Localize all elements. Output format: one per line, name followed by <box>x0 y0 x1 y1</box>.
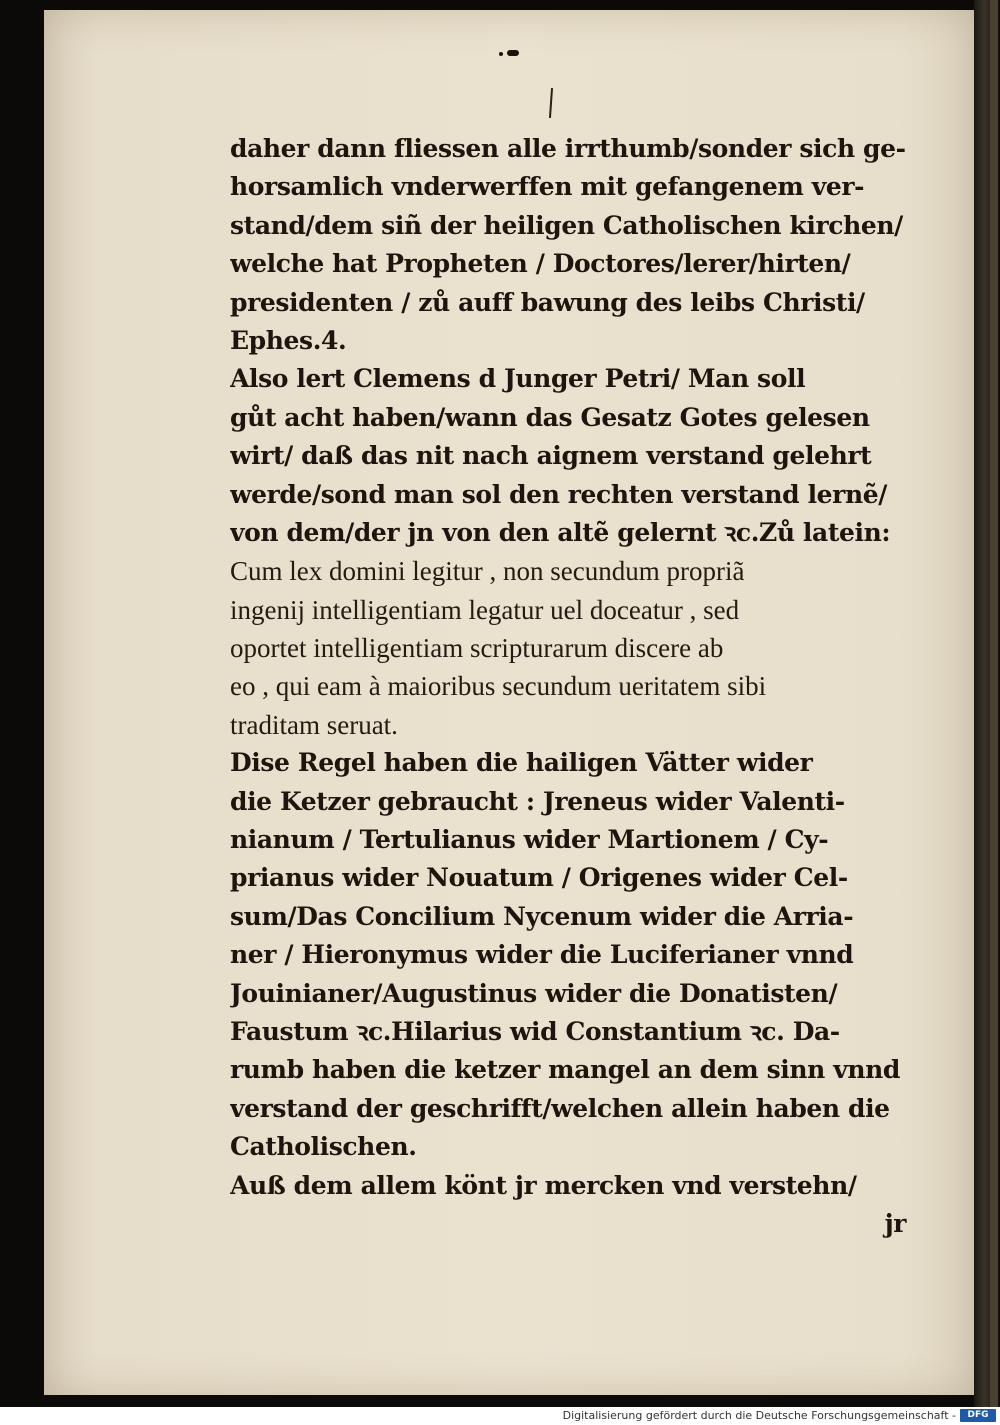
text-line: Dise Regel haben die hailigen Vätter wider <box>230 748 813 778</box>
text-line: stand/dem siñ der heiligen Catholischen kirchen/ <box>230 210 903 240</box>
dfg-logo: DFG <box>960 1409 996 1422</box>
latin-line: ingenij intelligentiam legatur uel doceatur , sed <box>230 594 740 625</box>
latin-line: Cum lex domini legitur , non secundum propriã <box>230 556 745 587</box>
funding-credit: Digitalisierung gefördert durch die Deutsche Forschungsgemeinschaft - <box>562 1409 956 1422</box>
text-line: die Ketzer gebraucht : Jreneus wider Valenti- <box>230 786 845 816</box>
text-line: werde/sond man sol den rechten verstand lernẽ/ <box>230 479 887 509</box>
text-line: Auß dem allem könt jr mercken vnd verstehn/ <box>230 1170 857 1200</box>
text-line: rumb haben die ketzer mangel an dem sinn vnnd <box>230 1055 900 1085</box>
text-line: wirt/ daß das nit nach aignem verstand gelehrt <box>230 441 872 471</box>
text-line: Faustum ꝛc.Hilarius wid Constantium ꝛc. Da- <box>230 1016 840 1046</box>
latin-line: traditam seruat. <box>230 709 398 740</box>
text-line: presidenten / zů auff bawung des leibs Christi/ <box>230 287 865 317</box>
text-line: ner / Hieronymus wider die Luciferianer vnnd <box>230 940 854 970</box>
text-line: von dem/der jn von den altẽ gelernt ꝛc.Zů latein: <box>230 517 891 547</box>
catchword: jr <box>884 1208 906 1238</box>
book-edge <box>974 0 1000 1407</box>
text-line: prianus wider Nouatum / Origenes wider Cel- <box>230 863 848 893</box>
text-line: nianum / Tertulianus wider Martionem / Cy- <box>230 825 829 855</box>
text-line: sum/Das Concilium Nycenum wider die Arria- <box>230 901 854 931</box>
book-edge-strip <box>990 0 998 1407</box>
text-line: Jouinianer/Augustinus wider die Donatisten/ <box>230 978 838 1008</box>
ink-stroke <box>549 88 553 118</box>
text-line: verstand der geschrifft/welchen allein haben die <box>230 1093 890 1123</box>
latin-line: oportet intelligentiam scripturarum discere ab <box>230 633 724 664</box>
text-line: Also lert Clemens d Junger Petri/ Man soll <box>230 364 806 394</box>
ink-dot <box>499 52 503 56</box>
text-line: Catholischen. <box>230 1132 417 1162</box>
latin-line: eo , qui eam à maioribus secundum ueritatem sibi <box>230 671 767 702</box>
ink-mark <box>499 50 519 58</box>
ink-dash <box>507 50 519 56</box>
text-line: Ephes.4. <box>230 325 347 355</box>
text-line: horsamlich vnderwerffen mit gefangenem ver- <box>230 172 865 202</box>
footer-bar <box>0 1407 1000 1425</box>
text-line: daher dann fliessen alle irrthumb/sonder sich ge- <box>230 134 906 163</box>
text-line: gůt acht haben/wann das Gesatz Gotes gelesen <box>230 402 870 432</box>
text-line: welche hat Propheten / Doctores/lerer/hirten/ <box>230 249 851 279</box>
body-text <box>230 130 938 1243</box>
